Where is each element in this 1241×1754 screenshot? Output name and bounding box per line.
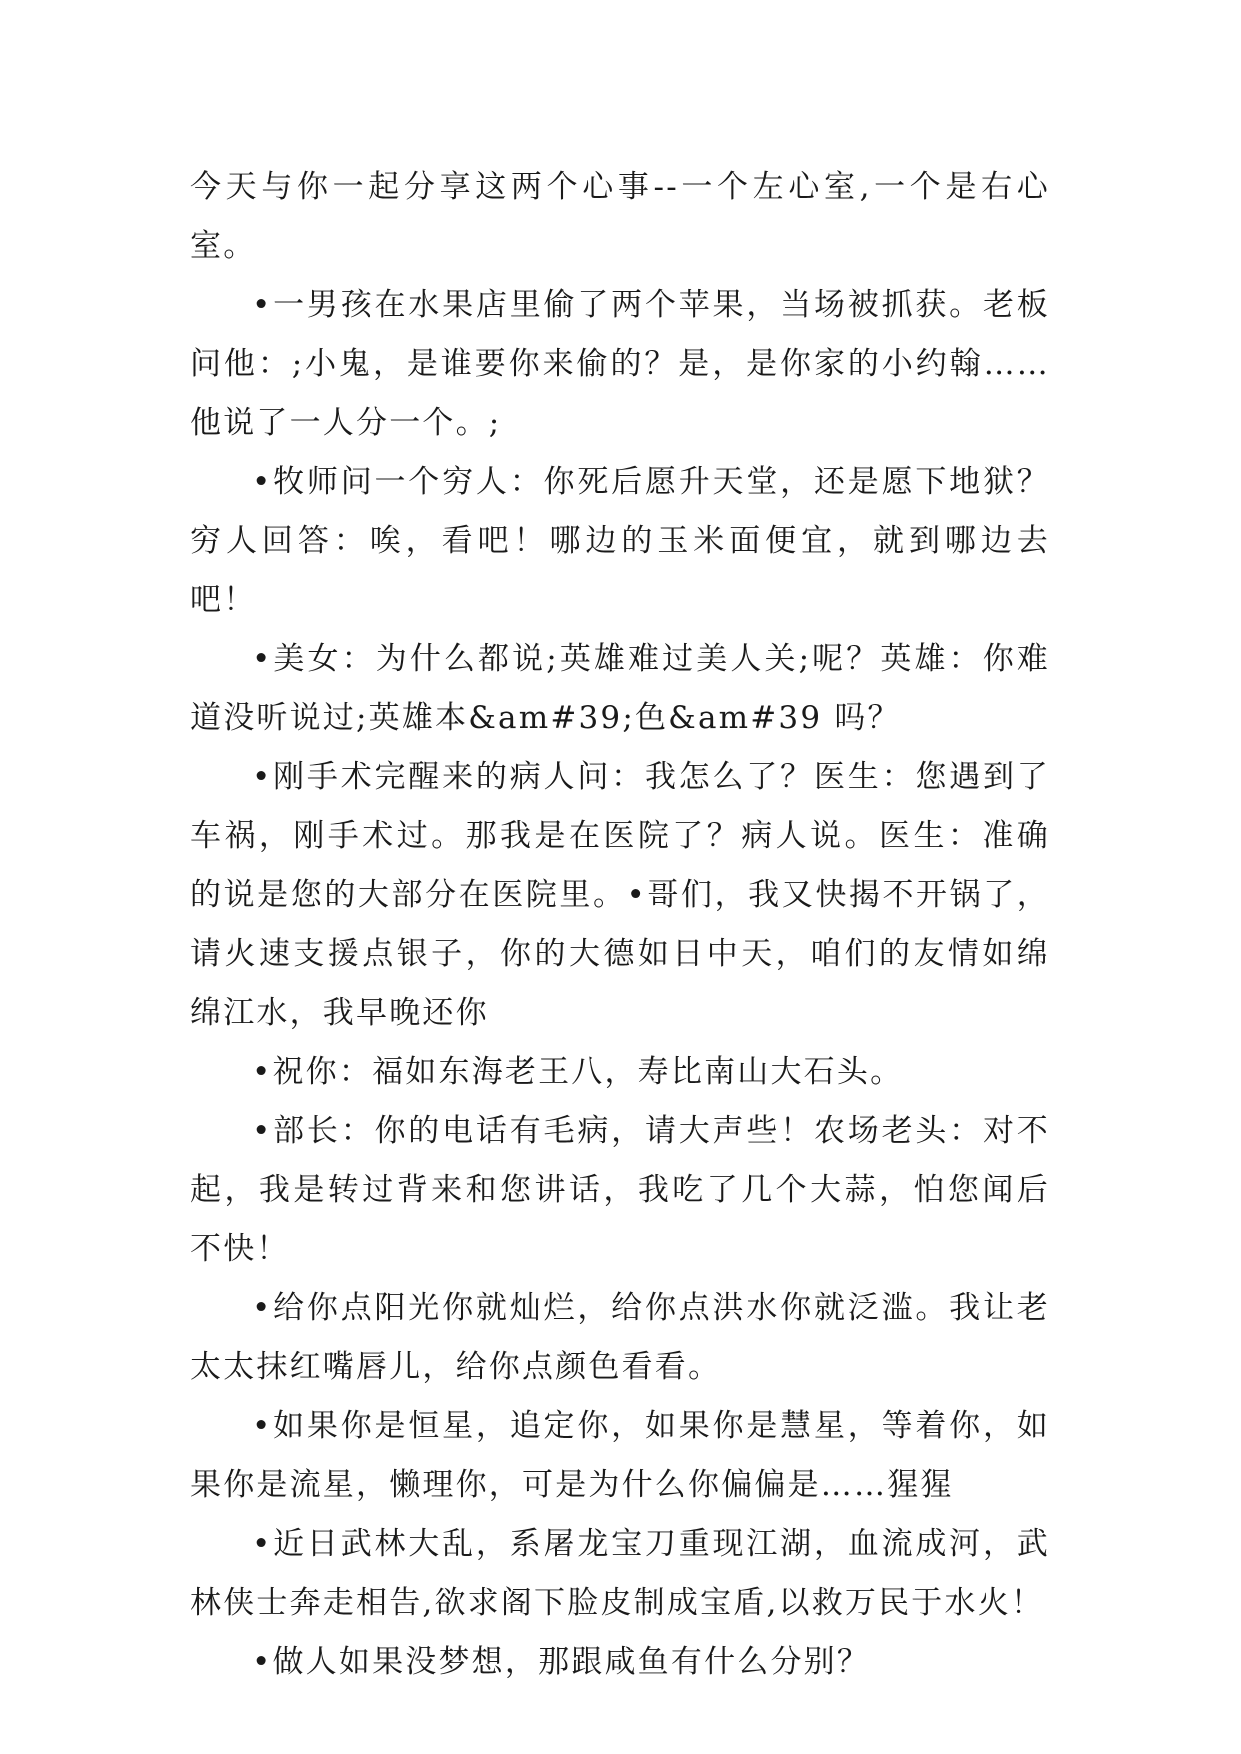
paragraph-joke-priest: •牧师问一个穷人：你死后愿升天堂，还是愿下地狱？穷人回答：唉，看吧！哪边的玉米面便宜，就到哪边去吧！ bbox=[190, 464, 1050, 618]
paragraph-joke-sunshine: •给你点阳光你就灿烂，给你点洪水你就泛滥。我让老太太抹红嘴唇儿，给你点颜色看看。 bbox=[190, 1290, 1050, 1385]
paragraph-joke-dream: •做人如果没梦想，那跟咸鱼有什么分别？ bbox=[252, 1644, 871, 1680]
paragraph-joke-apples: •一男孩在水果店里偷了两个苹果，当场被抓获。老板问他：;小鬼，是谁要你来偷的？是，是你家的小约翰……他说了一人分一个。; bbox=[190, 287, 1050, 441]
paragraph-joke-surgery: •刚手术完醒来的病人问：我怎么了？医生：您遇到了车祸，刚手术过。那我是在医院了？病人说。医生：准确的说是您的大部分在医院里。•哥们，我又快揭不开锅了，请火速支援点银子，你的大德如日中天，咱们的友情如绵绵江水，我早晚还你 bbox=[190, 759, 1050, 1031]
paragraph-joke-phone: •部长：你的电话有毛病，请大声些！农场老头：对不起，我是转过背来和您讲话，我吃了几个大蒜，怕您闻后不快！ bbox=[190, 1113, 1050, 1267]
paragraph-joke-hero: •美女：为什么都说;英雄难过美人关;呢？英雄：你难道没听说过;英雄本&am#39;色&am#39 吗？ bbox=[190, 641, 1050, 736]
paragraph-joke-wulin: •近日武林大乱，系屠龙宝刀重现江湖，血流成河，武林侠士奔走相告,欲求阁下脸皮制成宝盾,以救万民于水火！ bbox=[190, 1526, 1050, 1621]
paragraph-joke-stars: •如果你是恒星，追定你，如果你是慧星，等着你，如果你是流星，懒理你，可是为什么你偏偏是……猩猩 bbox=[190, 1408, 1050, 1503]
paragraph-intro: 今天与你一起分享这两个心事--一个左心室,一个是右心室。 bbox=[190, 169, 1050, 264]
document-page bbox=[190, 158, 1050, 1692]
paragraph-joke-blessing: •祝你：福如东海老王八，寿比南山大石头。 bbox=[252, 1054, 904, 1090]
